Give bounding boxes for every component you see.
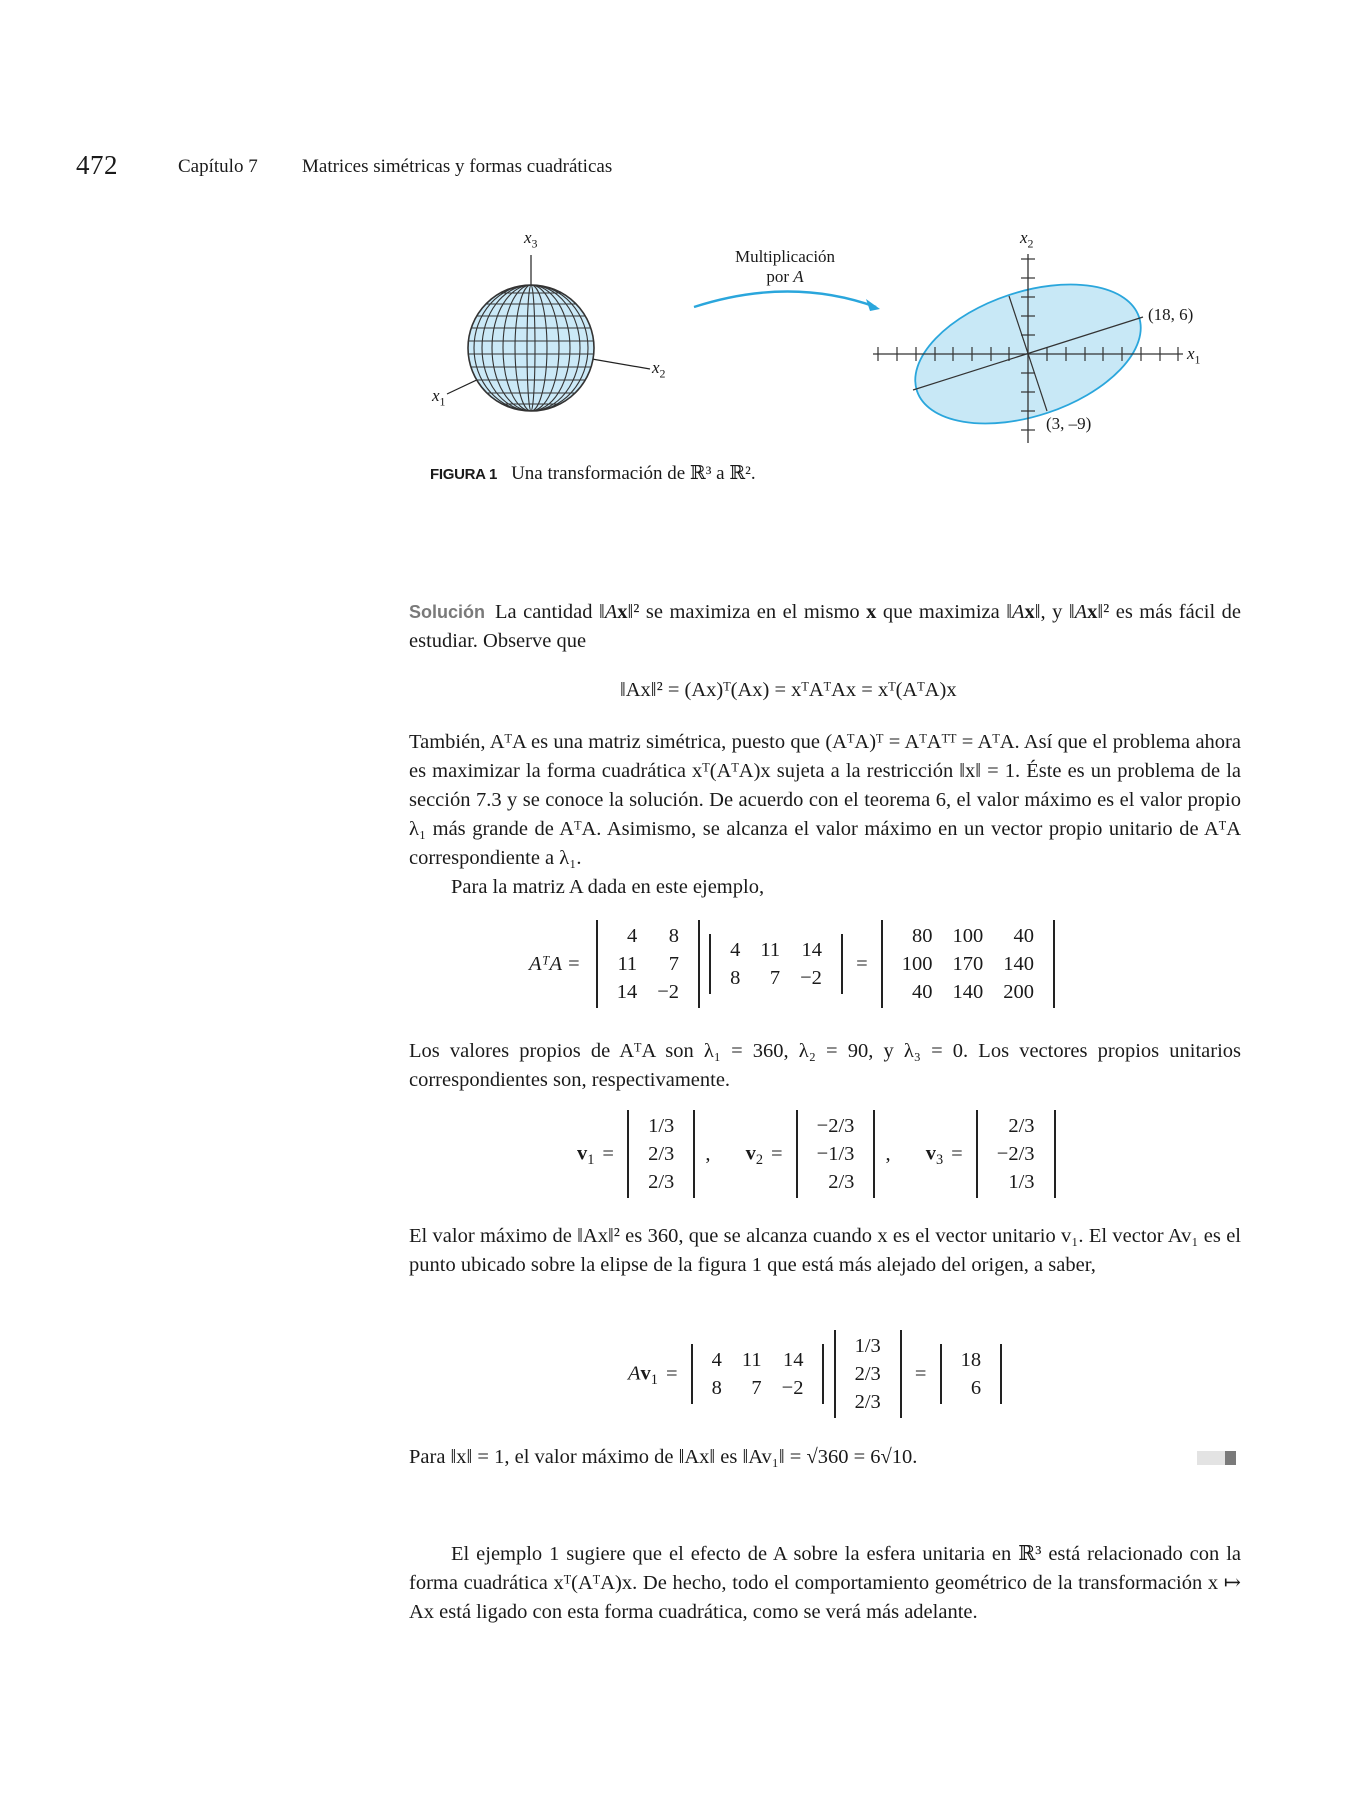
equation-norm-squared: ‖Ax‖² = (Ax)ᵀ(Ax) = xᵀAᵀAx = xᵀ(AᵀA)x [620,679,957,701]
point-label-minor: (3, –9) [1046,414,1092,433]
solution-paragraph-5: El valor máximo de ‖Ax‖² es 360, que se alcanza cuando x es el vector unitario v₁. El vector Av₁ es el punto ubicado sobre la elipse de la figura 1 que está más alejado del origen, a saber, [409,1225,1241,1276]
page-number: 472 [76,150,118,180]
equation-Av1: $Av_1$ = 4 11 14 8 7 −2 1/3 2/3 2/3 = 18 6 [628,1330,1002,1418]
eigenvector-v1: 1/3 2/3 2/3 [627,1110,695,1198]
point-label-major: (18, 6) [1148,305,1194,324]
solution-paragraph-1: Solución La cantidad ‖Ax‖² se maximiza en el mismo x que maximiza ‖Ax‖, y ‖Ax‖² es más fácil de estudiar. Observe que [409,601,1242,652]
ellipse-axis-x2: $x_2$ [1020,228,1034,251]
figure-1 [0,0,1348,500]
matrix-A: 4 11 14 8 7 −2 [709,934,843,994]
figure-label: FIGURA 1 [430,466,498,483]
eigenvector-v3: 2/3 −2/3 1/3 [976,1110,1056,1198]
solution-label: Solución [409,602,485,622]
ellipse-axis-x1: $x_1$ [1187,344,1201,367]
sphere-axis-x1: $x_1$ [432,386,446,409]
figure-graphic [0,0,1348,460]
vector-v1: 1/3 2/3 2/3 [834,1330,902,1418]
matrix-A-2: 4 11 14 8 7 −2 [691,1344,825,1404]
figure-caption [430,462,756,485]
chapter-title: Matrices simétricas y formas cuadráticas [302,156,613,177]
eigenvector-v2: −2/3 −1/3 2/3 [796,1110,876,1198]
end-of-solution-marker-dark [1225,1451,1236,1465]
transformation-arrow [694,292,876,308]
solution-paragraph-2: También, AᵀA es una matriz simétrica, puesto que (AᵀA)ᵀ = AᵀAᵀᵀ = AᵀA. Así que el problema ahora es maximizar la forma cuadrática xᵀ(AᵀA)x sujeta a la restricción ‖x‖ = 1. Éste es un problema de la sección 7.3 y se conoce la solución. De acuerdo con el teorema 6, el valor máximo es el valor propio λ₁ más grande de AᵀA. Asimismo, se alcanza el valor máximo en un vector propio unitario de AᵀA correspondiente a λ₁. [409,731,1241,869]
sphere-axis-x2: $x_2$ [652,358,666,381]
ellipse-plot [873,254,1183,450]
matrix-AtA-result: 80 100 40 100 170 140 40 140 200 [881,920,1055,1008]
solution-paragraph-4: Los valores propios de AᵀA son λ₁ = 360, λ₂ = 90, y λ₃ = 0. Los vectores propios unitarios correspondientes son, respectivamente. [409,1040,1241,1091]
caption-text: Una transformación de ℝ³ a ℝ². [511,463,756,484]
sphere-axis-x3: $x_3$ [524,228,538,251]
solution-paragraph-6: Para ‖x‖ = 1, el valor máximo de ‖Ax‖ es ‖Av₁‖ = √360 = 6√10. [409,1446,918,1468]
vector-Av1-result: 18 6 [940,1344,1003,1404]
chapter-label: Capítulo 7 [178,156,258,177]
equation-eigenvectors: $v_1$ = 1/3 2/3 2/3 , $v_2$ = −2/3 −1/3 2/3 , $v_3$ = 2/3 −2/3 1/3 [577,1110,1056,1198]
solution-paragraph-3: Para la matriz A dada en este ejemplo, [451,876,765,898]
closing-paragraph: El ejemplo 1 sugiere que el efecto de A sobre la esfera unitaria en ℝ³ está relacionado con la forma cuadrática xᵀ(AᵀA)x. De hecho, todo el comportamiento geométrico de la transformación x ↦ Ax está ligado con esta forma cuadrática, como se verá más adelante. [409,1543,1241,1623]
equation-AtA: AᵀA = 4 8 11 7 14 −2 4 11 14 8 7 −2 = 80 100 40 100 170 140 40 140 200 [529,920,1055,1008]
unit-sphere [460,285,600,411]
matrix-A-transpose: 4 8 11 7 14 −2 [596,920,700,1008]
arrow-label: Multiplicación por A [734,247,836,286]
